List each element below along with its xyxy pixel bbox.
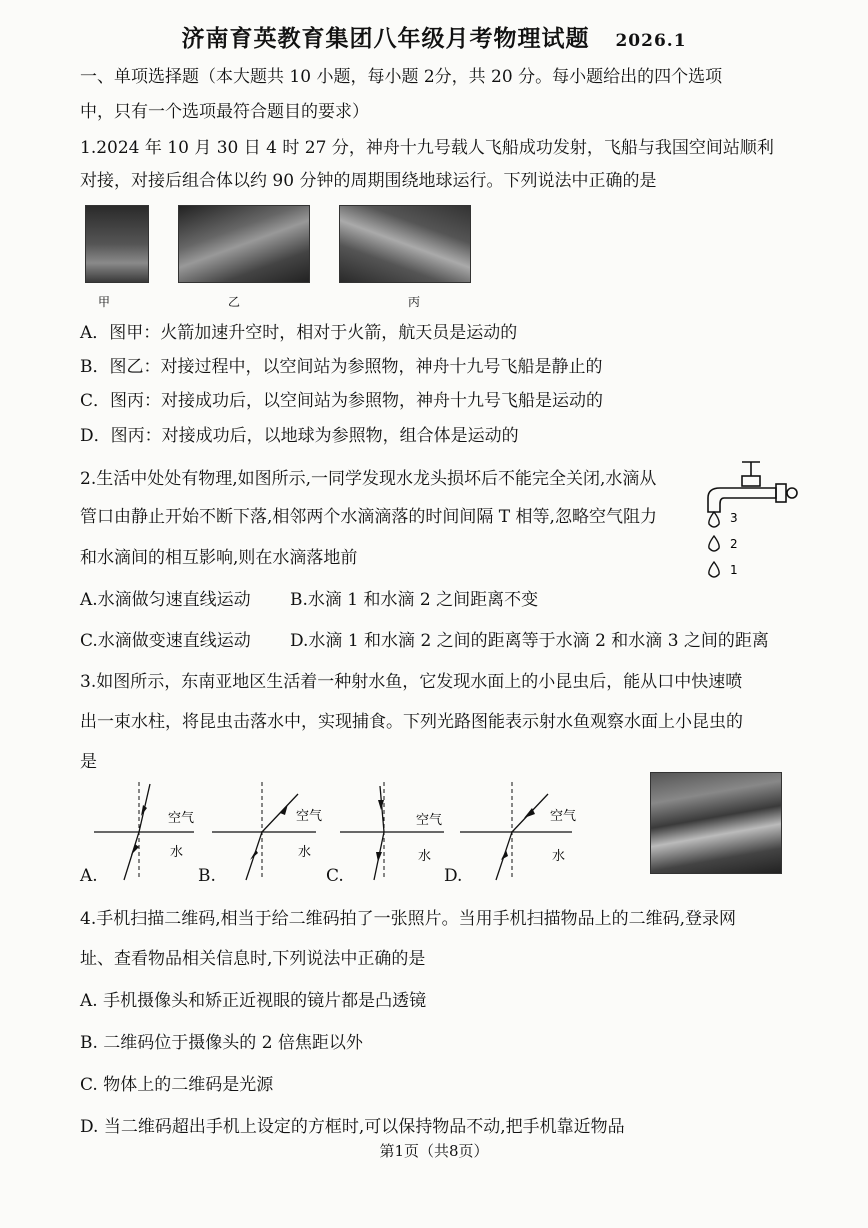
light-arrow-b <box>280 804 288 815</box>
q3-stem-line1: 3.如图所示，东南亚地区生活着一种射水鱼，它发现水面上的小昆虫后，能从口中快速喷 <box>80 672 743 692</box>
q1-option-d[interactable]: D．图丙：对接成功后，以地球为参照物，组合体是运动的 <box>80 426 519 446</box>
q4-option-b[interactable]: B. 二维码位于摄像头的 2 倍焦距以外 <box>80 1033 363 1053</box>
water-drop-2 <box>709 536 719 551</box>
caption-jia: 甲 <box>98 295 111 309</box>
air-label-a: 空气 <box>168 811 195 826</box>
q4-option-a[interactable]: A. 手机摄像头和矫正近视眼的镜片都是凸透镜 <box>80 991 427 1011</box>
q2-option-d[interactable]: D.水滴 1 和水滴 2 之间的距离等于水滴 2 和水滴 3 之间的距离 <box>290 631 769 651</box>
q3-stem-line3: 是 <box>80 752 97 772</box>
q1-option-a[interactable]: A．图甲：火箭加速升空时，相对于火箭，航天员是运动的 <box>80 323 518 343</box>
drop-label-3: 3 <box>730 511 738 525</box>
faucet-spout <box>708 488 776 512</box>
rocket-launch-photo <box>85 205 149 283</box>
q2-stem-line3: 和水滴间的相互影响,则在水滴落地前 <box>80 548 358 568</box>
faucet-drops-figure <box>698 450 808 590</box>
drop-label-1: 1 <box>730 563 738 577</box>
q4-option-c[interactable]: C. 物体上的二维码是光源 <box>80 1075 274 1095</box>
caption-bing: 丙 <box>408 295 421 309</box>
air-label-b: 空气 <box>296 809 323 824</box>
diagram-letter-d[interactable]: D. <box>444 866 463 886</box>
light-arrow-c <box>378 800 384 810</box>
archerfish-photo <box>650 772 782 874</box>
q4-option-d[interactable]: D. 当二维码超出手机上设定的方框时,可以保持物品不动,把手机靠近物品 <box>80 1117 625 1137</box>
q1-option-b[interactable]: B．图乙：对接过程中，以空间站为参照物，神舟十九号飞船是静止的 <box>80 357 603 377</box>
page-title <box>0 20 868 53</box>
faucet-valve <box>742 476 760 486</box>
space-station-photo <box>339 205 471 283</box>
diagram-letter-c[interactable]: C. <box>326 866 344 886</box>
page-number-footer: 第1页（共8页） <box>379 1142 489 1160</box>
water-label-b: 水 <box>298 845 312 860</box>
light-path-diagram-c <box>340 780 463 890</box>
water-label-a: 水 <box>170 845 184 860</box>
air-label-c: 空气 <box>416 813 443 828</box>
q1-option-c[interactable]: C．图丙：对接成功后，以空间站为参照物，神舟十九号飞船是运动的 <box>80 391 604 411</box>
water-drop-1 <box>709 562 719 577</box>
air-label-d: 空气 <box>550 809 577 824</box>
exam-title: 济南育英教育集团八年级月考物理试题 <box>181 25 590 52</box>
diagram-letter-a[interactable]: A. <box>80 866 98 886</box>
light-arrow-a <box>131 844 139 855</box>
faucet-handle <box>742 462 760 476</box>
caption-yi: 乙 <box>228 295 241 309</box>
q2-option-c[interactable]: C.水滴做变速直线运动 <box>80 631 251 651</box>
q1-stem-line2: 对接，对接后组合体以约 90 分钟的周期围绕地球运行。下列说法中正确的是 <box>80 171 657 191</box>
light-path-diagram-b <box>212 780 332 890</box>
section-instructions-line2: 中，只有一个选项最符合题目的要求） <box>80 102 369 122</box>
faucet-nut <box>776 484 786 502</box>
drop-label-2: 2 <box>730 537 738 551</box>
diagram-letter-b[interactable]: B. <box>198 866 216 886</box>
water-label-c: 水 <box>418 849 432 864</box>
q2-option-a[interactable]: A.水滴做匀速直线运动 <box>80 590 251 610</box>
q2-stem-line2: 管口由静止开始不断下落,相邻两个水滴滴落的时间间隔 T 相等,忽略空气阻力 <box>80 507 657 527</box>
q1-stem-line1: 1.2024 年 10 月 30 日 4 时 27 分，神舟十九号载人飞船成功发射，飞船与我国空间站顺利 <box>80 138 774 158</box>
light-path-diagram-a <box>94 780 214 890</box>
docking-photo <box>178 205 310 283</box>
water-label-d: 水 <box>552 849 566 864</box>
q2-option-b[interactable]: B.水滴 1 和水滴 2 之间距离不变 <box>290 590 539 610</box>
water-drop-3 <box>709 512 719 527</box>
q4-stem-line2: 址、查看物品相关信息时,下列说法中正确的是 <box>80 949 426 969</box>
q4-stem-line1: 4.手机扫描二维码,相当于给二维码拍了一张照片。当用手机扫描物品上的二维码,登录网 <box>80 909 737 929</box>
section-instructions-line1: 一、单项选择题（本大题共 10 小题，每小题 2分，共 20 分。每小题给出的四个选项 <box>80 67 723 87</box>
light-path-diagram-d <box>460 780 590 890</box>
faucet-pipe-end <box>787 488 797 498</box>
q3-stem-line2: 出一束水柱，将昆虫击落水中，实现捕食。下列光路图能表示射水鱼观察水面上小昆虫的 <box>80 712 743 732</box>
exam-date: 2026.1 <box>615 31 687 51</box>
q2-stem-line1: 2.生活中处处有物理,如图所示,一同学发现水龙头损坏后不能完全关闭,水滴从 <box>80 469 657 489</box>
